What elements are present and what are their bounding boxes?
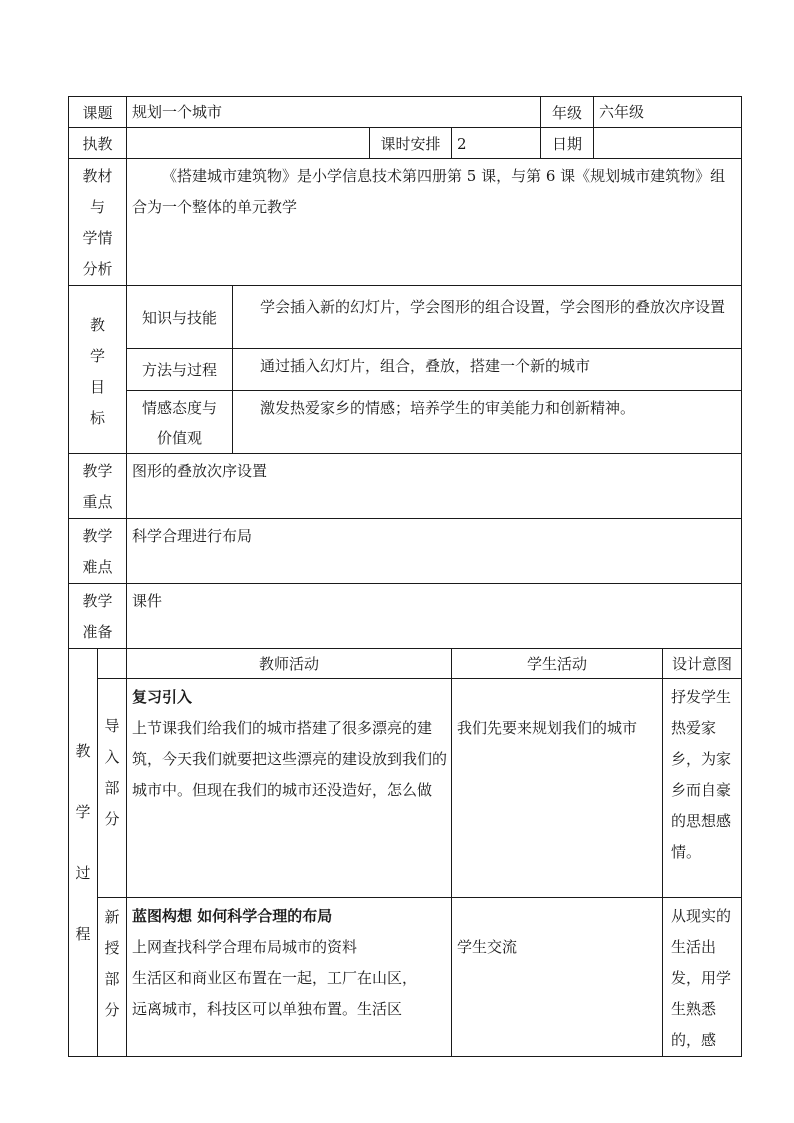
- topic-label: 课题: [69, 97, 127, 128]
- analysis-row: [69, 159, 742, 286]
- preparation-row: [69, 584, 742, 649]
- intro-teacher-text: 上节课我们给我们的城市搭建了很多漂亮的建筑，今天我们就要把这些漂亮的建设放到我们的城市中。但现在我们的城市还没造好，怎么做: [132, 719, 448, 799]
- date-value: [594, 128, 742, 159]
- key-point-text: 图形的叠放次序设置: [127, 454, 742, 519]
- col-header-teacher: 教师活动: [127, 649, 452, 679]
- process-header-blank: [98, 649, 127, 679]
- difficulty-row: [69, 519, 742, 584]
- col-header-student: 学生活动: [452, 649, 663, 679]
- objective-text-method: 通过插入幻灯片，组合，叠放，搭建一个新的城市: [233, 349, 742, 391]
- teacher-value: [127, 128, 370, 159]
- analysis-label: 教材 与 学情 分析: [69, 159, 127, 286]
- intro-title: 复习引入: [132, 688, 193, 706]
- lesson-plan-table: [68, 96, 742, 1057]
- objective-text-knowledge: 学会插入新的幻灯片，学会图形的组合设置，学会图形的叠放次序设置: [233, 286, 742, 349]
- preparation-text: 课件: [127, 584, 742, 649]
- intro-design-intent: 抒发学生热爱家乡，为家乡而自豪的思想感情。: [663, 679, 742, 898]
- grade-label: 年级: [541, 97, 594, 128]
- new-title: 蓝图构想 如何科学合理的布局: [132, 907, 333, 925]
- objective-row-knowledge: [69, 286, 742, 349]
- new-design-intent: 从现实的生活出发，用学生熟悉的，感: [663, 898, 742, 1057]
- col-header-design: 设计意图: [663, 649, 742, 679]
- difficulty-text: 科学合理进行布局: [127, 519, 742, 584]
- intro-student-activity: 我们先要来规划我们的城市: [452, 679, 663, 898]
- intro-teacher-activity: [127, 679, 452, 898]
- new-section-row: [69, 898, 742, 1057]
- analysis-text: 《搭建城市建筑物》是小学信息技术第四册第 5 课，与第 6 课《规划城市建筑物》组合为一个整体的单元教学: [127, 159, 742, 286]
- hours-value: 2: [452, 128, 541, 159]
- new-teacher-line-3: 远离城市，科技区可以单独布置。生活区: [132, 1000, 403, 1018]
- process-header-row: [69, 649, 742, 679]
- grade-value: 六年级: [594, 97, 742, 128]
- key-point-row: [69, 454, 742, 519]
- objectives-label: 教 学 目 标: [69, 286, 127, 454]
- objective-label-method: 方法与过程: [127, 349, 233, 391]
- key-point-label: 教学 重点: [69, 454, 127, 519]
- topic-value: 规划一个城市: [127, 97, 541, 128]
- intro-section-row: [69, 679, 742, 898]
- objective-row-method: [69, 349, 742, 391]
- new-student-activity: 学生交流: [452, 898, 663, 1057]
- preparation-label: 教学 准备: [69, 584, 127, 649]
- intro-part-label: 导 入 部 分: [98, 679, 127, 898]
- date-label: 日期: [541, 128, 594, 159]
- difficulty-label: 教学 难点: [69, 519, 127, 584]
- teacher-row: [69, 128, 742, 159]
- objective-text-attitude: 激发热爱家乡的情感；培养学生的审美能力和创新精神。: [233, 391, 742, 454]
- objective-label-attitude: 情感态度与 价值观: [127, 391, 233, 454]
- objective-row-attitude: [69, 391, 742, 454]
- topic-row: [69, 97, 742, 128]
- process-label: 教 学 过 程: [69, 649, 98, 1057]
- new-teacher-activity: [127, 898, 452, 1057]
- new-part-label: 新 授 部 分: [98, 898, 127, 1057]
- teacher-label: 执教: [69, 128, 127, 159]
- new-teacher-line-2: 生活区和商业区布置在一起，工厂在山区，: [132, 969, 418, 987]
- new-teacher-line-1: 上网查找科学合理布局城市的资料: [132, 938, 358, 956]
- objective-label-knowledge: 知识与技能: [127, 286, 233, 349]
- hours-label: 课时安排: [370, 128, 452, 159]
